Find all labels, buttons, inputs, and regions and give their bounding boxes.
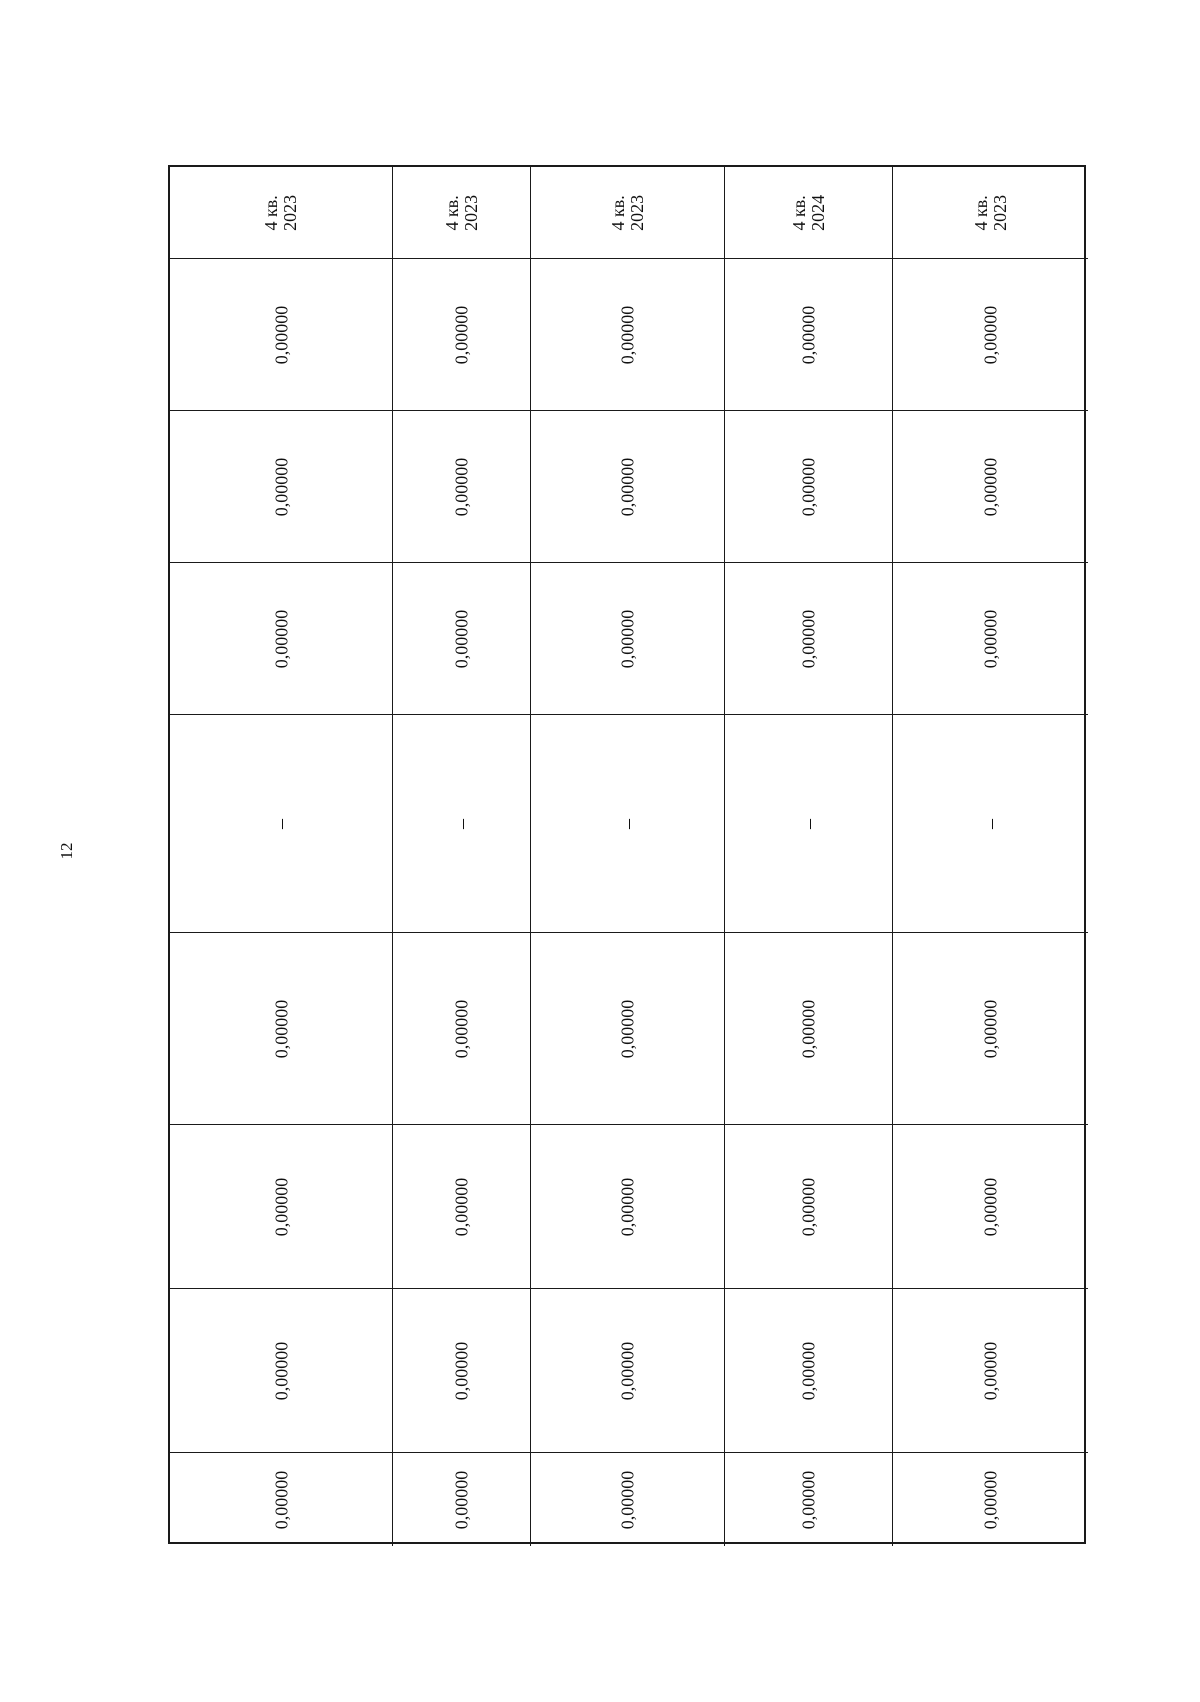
header-quarter: 4 кв. [970, 194, 991, 231]
value-cell [170, 933, 393, 1125]
value-text: 0,00000 [271, 1341, 291, 1400]
header-cell [893, 167, 1088, 259]
value-cell [531, 1453, 725, 1546]
value-cell [893, 933, 1088, 1125]
header-quarter: 4 кв. [607, 194, 628, 231]
header-year: 2023 [626, 194, 647, 231]
value-text: 0,00000 [798, 999, 819, 1058]
value-cell [725, 411, 893, 563]
value-text: 0,00000 [798, 457, 819, 516]
dash-text: – [450, 818, 473, 829]
value-cell [725, 1453, 893, 1546]
value-cell [893, 563, 1088, 715]
value-cell [725, 259, 893, 411]
value-text: 0,00000 [271, 609, 291, 668]
value-cell [170, 1125, 393, 1289]
dash-cell [531, 715, 725, 933]
dash-text: – [797, 818, 820, 829]
value-cell [531, 563, 725, 715]
dash-text: – [979, 818, 1002, 829]
value-text: 0,00000 [271, 999, 291, 1058]
header-quarter: 4 кв. [441, 194, 462, 231]
header-year: 2023 [280, 194, 300, 231]
value-cell [170, 411, 393, 563]
value-text: 0,00000 [798, 1341, 819, 1400]
header-year: 2023 [989, 194, 1010, 231]
value-cell [393, 1125, 531, 1289]
value-cell [393, 1453, 531, 1546]
value-cell [170, 1453, 393, 1546]
value-text: 0,00000 [798, 1177, 819, 1236]
value-text: 0,00000 [271, 1177, 291, 1236]
value-text: 0,00000 [617, 999, 638, 1058]
value-cell [725, 1125, 893, 1289]
value-text: 0,00000 [451, 457, 472, 516]
header-quarter: 4 кв. [788, 194, 809, 231]
value-text: 0,00000 [451, 609, 472, 668]
value-text: 0,00000 [980, 1177, 1001, 1236]
value-cell [725, 1289, 893, 1453]
value-cell [893, 411, 1088, 563]
header-year: 2024 [807, 194, 828, 231]
value-text: 0,00000 [451, 1341, 472, 1400]
dash-text: – [616, 818, 639, 829]
value-cell [170, 1289, 393, 1453]
header-quarter: 4 кв. [261, 194, 282, 231]
value-text: 0,00000 [798, 609, 819, 668]
value-text: 0,00000 [271, 305, 291, 364]
value-text: 0,00000 [451, 999, 472, 1058]
dash-text: – [270, 818, 292, 829]
value-cell [531, 411, 725, 563]
dash-cell [893, 715, 1088, 933]
value-text: 0,00000 [617, 1470, 638, 1529]
header-cell [531, 167, 725, 259]
value-text: 0,00000 [980, 305, 1001, 364]
value-cell [893, 1289, 1088, 1453]
value-cell [393, 259, 531, 411]
value-cell [170, 259, 393, 411]
value-text: 0,00000 [980, 999, 1001, 1058]
value-text: 0,00000 [617, 305, 638, 364]
dash-cell [725, 715, 893, 933]
page-number [52, 836, 82, 866]
header-year: 2023 [460, 194, 481, 231]
value-text: 0,00000 [980, 457, 1001, 516]
value-text: 0,00000 [980, 1341, 1001, 1400]
value-cell [531, 933, 725, 1125]
dash-cell [393, 715, 531, 933]
value-text: 0,00000 [451, 305, 472, 364]
value-text: 0,00000 [980, 609, 1001, 668]
value-cell [725, 563, 893, 715]
value-cell [531, 1289, 725, 1453]
value-text: 0,00000 [271, 1470, 291, 1529]
value-cell [893, 1453, 1088, 1546]
header-cell [393, 167, 531, 259]
value-cell [170, 563, 393, 715]
value-text: 0,00000 [617, 609, 638, 668]
value-cell [393, 933, 531, 1125]
page-number-text: 12 [57, 842, 76, 860]
value-text: 0,00000 [980, 1470, 1001, 1529]
value-cell [393, 411, 531, 563]
value-text: 0,00000 [617, 457, 638, 516]
value-text: 0,00000 [798, 305, 819, 364]
dash-cell [170, 715, 393, 933]
value-text: 0,00000 [451, 1177, 472, 1236]
value-cell [893, 259, 1088, 411]
value-cell [893, 1125, 1088, 1289]
value-text: 0,00000 [451, 1470, 472, 1529]
value-cell [393, 563, 531, 715]
header-cell [170, 167, 393, 259]
value-cell [531, 259, 725, 411]
header-cell [725, 167, 893, 259]
value-text: 0,00000 [617, 1177, 638, 1236]
value-cell [393, 1289, 531, 1453]
value-text: 0,00000 [617, 1341, 638, 1400]
value-cell [531, 1125, 725, 1289]
data-table [168, 165, 1086, 1544]
value-text: 0,00000 [798, 1470, 819, 1529]
value-text: 0,00000 [271, 457, 291, 516]
value-cell [725, 933, 893, 1125]
